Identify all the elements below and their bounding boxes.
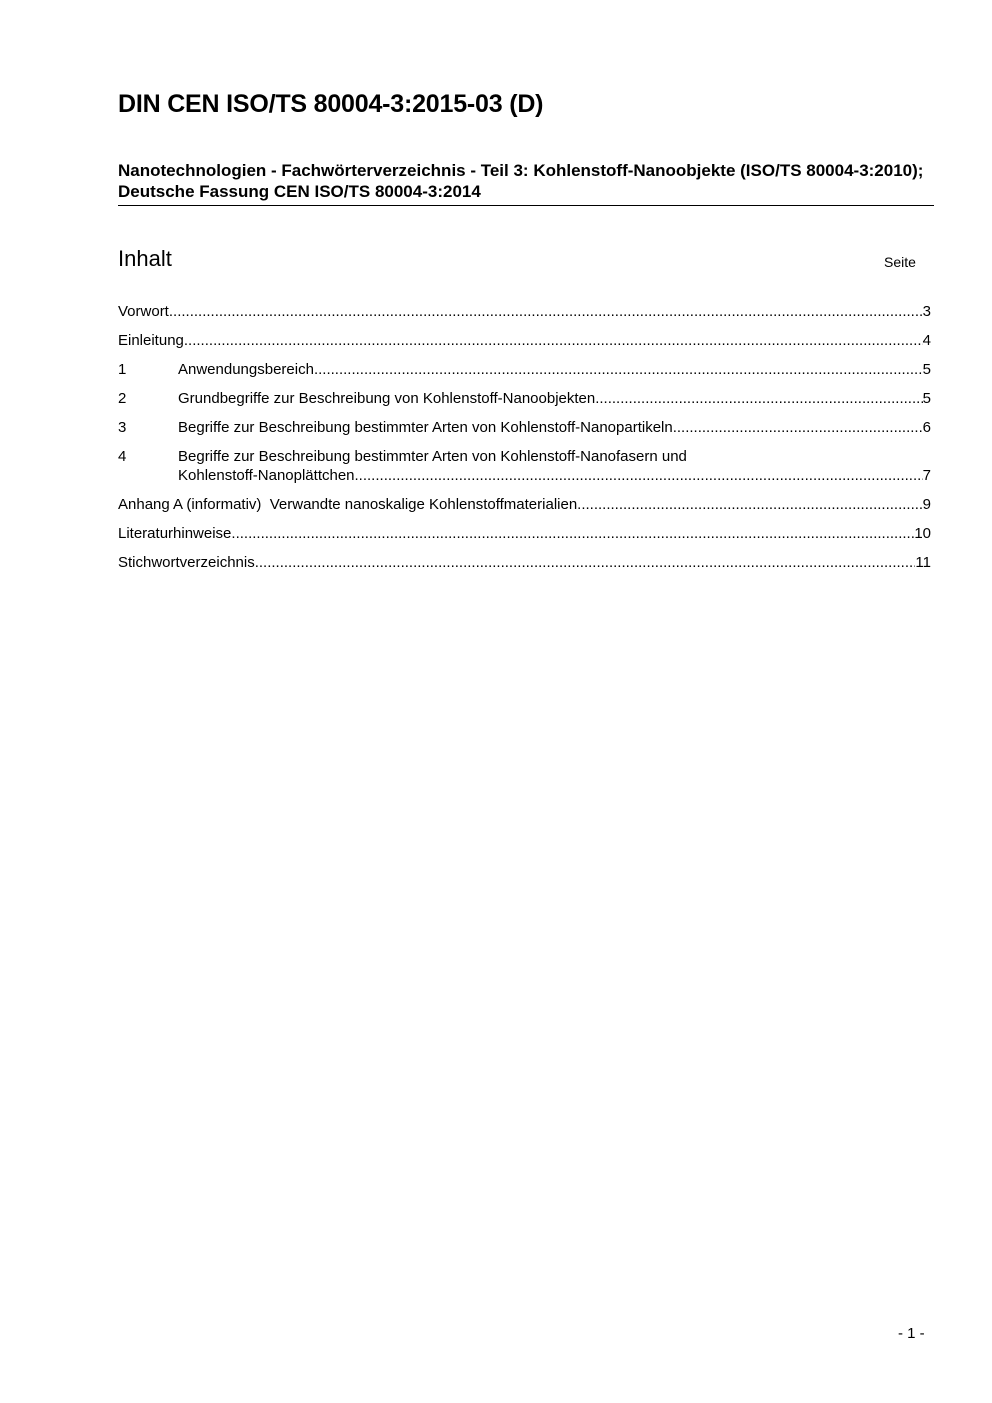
toc-entry-page: 4 — [922, 332, 931, 349]
toc-entry-stichwortverzeichnis[interactable] — [118, 553, 931, 572]
toc-entry-page: 7 — [922, 467, 931, 484]
table-of-contents — [118, 302, 931, 582]
toc-dot-leader — [231, 524, 914, 543]
toc-entry-section-1[interactable] — [118, 360, 931, 379]
toc-entry-page: 9 — [922, 496, 931, 513]
toc-entry-title: Vorwort — [118, 303, 169, 320]
toc-entry-number: 2 — [118, 390, 127, 407]
document-title: DIN CEN ISO/TS 80004-3:2015-03 (D) — [118, 90, 544, 118]
toc-entry-title: Einleitung — [118, 332, 184, 349]
toc-entry-title-line-2: Kohlenstoff-Nanoplättchen — [178, 467, 355, 484]
toc-entry-section-2[interactable] — [118, 389, 931, 408]
toc-heading: Inhalt — [118, 246, 172, 271]
toc-entry-vorwort[interactable] — [118, 302, 931, 321]
document-subtitle: Nanotechnologien - Fachwörterverzeichnis - Teil 3: Kohlenstoff-Nanoobjekte (ISO/TS 80004-3:2010); Deutsche Fassung CEN ISO/TS 80004-3:2014 — [118, 160, 934, 206]
toc-entry-title: Anhang A (informativ) Verwandte nanoskalige Kohlenstoffmaterialien — [118, 496, 578, 513]
toc-entry-title: Anwendungsbereich — [178, 361, 314, 378]
toc-dot-leader — [673, 418, 923, 437]
toc-dot-leader — [255, 553, 916, 572]
toc-dot-leader — [314, 360, 923, 379]
toc-entry-anhang-a[interactable] — [118, 495, 931, 514]
toc-entry-page: 6 — [922, 419, 931, 436]
toc-dot-leader — [595, 389, 922, 408]
toc-entry-einleitung[interactable] — [118, 331, 931, 350]
toc-entry-literaturhinweise[interactable] — [118, 524, 931, 543]
toc-entry-page: 11 — [915, 554, 931, 571]
page-number: - 1 - — [898, 1325, 925, 1342]
toc-dot-leader — [184, 331, 923, 350]
toc-entry-page: 3 — [922, 303, 931, 320]
toc-dot-leader — [577, 495, 922, 514]
toc-entry-number: 4 — [118, 448, 127, 465]
toc-entry-title: Stichwortverzeichnis — [118, 554, 255, 571]
toc-entry-number: 3 — [118, 419, 127, 436]
toc-entry-page: 5 — [922, 361, 931, 378]
toc-entry-page: 10 — [914, 525, 931, 542]
toc-page-column-label: Seite — [884, 254, 916, 270]
toc-entry-section-3[interactable] — [118, 418, 931, 437]
toc-entry-title: Literaturhinweise — [118, 525, 232, 542]
toc-dot-leader — [169, 302, 923, 321]
toc-entry-number: 1 — [118, 361, 127, 378]
toc-entry-section-4[interactable] — [118, 447, 931, 485]
toc-entry-page: 5 — [922, 390, 931, 407]
toc-dot-leader — [355, 466, 923, 485]
toc-entry-title-line-1: Begriffe zur Beschreibung bestimmter Arten von Kohlenstoff-Nanofasern und — [178, 448, 687, 465]
toc-entry-title: Grundbegriffe zur Beschreibung von Kohlenstoff-Nanoobjekten — [178, 390, 596, 407]
toc-entry-title: Begriffe zur Beschreibung bestimmter Arten von Kohlenstoff-Nanopartikeln — [178, 419, 673, 436]
